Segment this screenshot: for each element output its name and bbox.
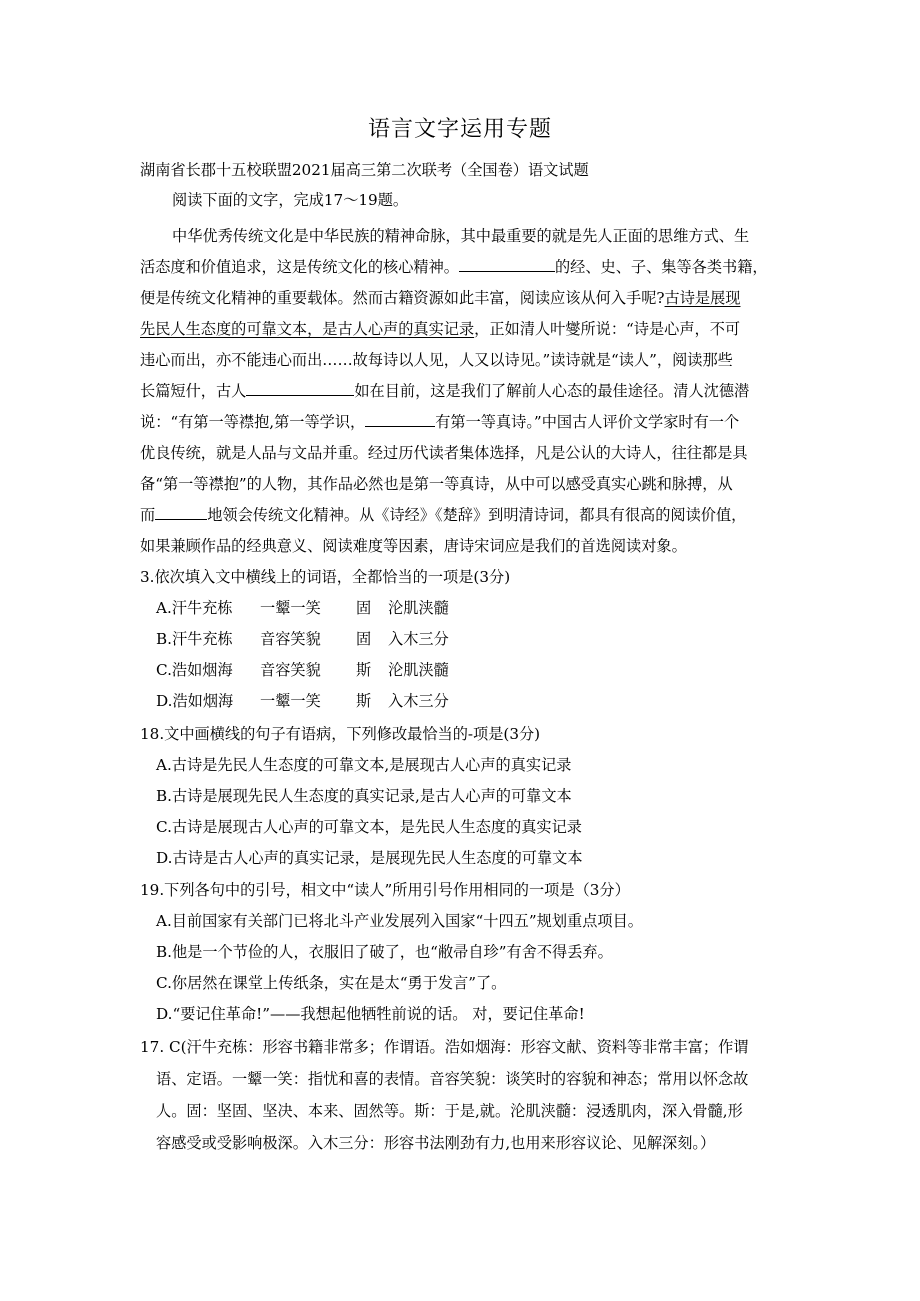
passage-line: 备“第一等襟抱”的人物，其作品必然也是第一等真诗，从中可以感受真实心跳和脉搏，从 xyxy=(140,475,733,493)
answer-line: 容感受或受影响极深。入木三分：形容书法刚劲有力,也用来形容议论、见解深刻。） xyxy=(156,1134,716,1152)
fill-blank-4 xyxy=(155,505,207,520)
answer-line: 语、定语。一颦一笑：指忧和喜的表情。音容笑貌：谈笑时的容貌和神态；常用以怀念故 xyxy=(156,1070,749,1088)
passage-line xyxy=(140,288,790,308)
question-17-option-c: C.浩如烟海 音容笑貌 斯 沦肌浃髓 xyxy=(156,661,449,679)
question-19-option-b: B.他是一个节俭的人，衣服旧了破了，也“敝帚自珍”有舍不得丢弃。 xyxy=(156,943,613,961)
passage-text: 活态度和价值追求，这是传统文化的核心精神。 xyxy=(140,258,459,276)
underlined-sentence: 古诗是展现 xyxy=(664,289,741,307)
passage-line: 中华优秀传统文化是中华民族的精神命脉，其中最重要的就是先人正面的思维方式、生 xyxy=(172,227,750,245)
passage-text: ，正如清人叶燮所说：“诗是心声，不可 xyxy=(474,320,741,338)
question-18-option-d: D.古诗是古人心声的真实记录，是展现先民人生态度的可靠文本 xyxy=(156,849,583,867)
underlined-sentence: 先民人生态度的可靠文本，是古人心声的真实记录 xyxy=(140,320,475,338)
fill-blank-2 xyxy=(246,381,354,396)
passage-text: 有第一等真诗。”中国古人评价文学家时有一个 xyxy=(435,413,740,431)
passage-text: 地领会传统文化精神。从《诗经》《楚辞》到明清诗词，都具有很高的阅读价值， xyxy=(207,506,747,524)
passage-text: 便是传统文化精神的重要载体。然而古籍资源如此丰富，阅读应该从何入手呢? xyxy=(140,289,665,307)
question-17-option-d: D.浩如烟海 一颦一笑 斯 入木三分 xyxy=(156,692,449,710)
question-17-option-b: B.汗牛充栋 音容笑貌 固 入木三分 xyxy=(156,630,449,648)
question-18-option-c: C.古诗是展现古人心声的可靠文本，是先民人生态度的真实记录 xyxy=(156,818,582,836)
passage-line xyxy=(140,257,790,277)
fill-blank-1 xyxy=(459,257,555,272)
question-17-stem: 3.依次填入文中横线上的词语，全都恰当的一项是(3分) xyxy=(140,568,511,586)
passage-text: 而 xyxy=(140,506,156,524)
passage-text: 的经、史、子、集等各类书籍， xyxy=(554,258,768,276)
passage-line: 违心而出，亦不能违心而出……故每诗以人见，人又以诗见。”读诗就是“读人”，阅读那些 xyxy=(140,351,733,369)
answer-line: 人。固：坚固、坚决、本来、固然等。斯：于是,就。沦肌浃髓：浸透肌肉，深入骨髓,形 xyxy=(156,1102,743,1120)
question-19-option-c: C.你居然在课堂上传纸条，实在是太“勇于发言”了。 xyxy=(156,974,507,992)
question-19-stem: 19.下列各句中的引号，相文中“读人”所用引号作用相同的一项是（3分） xyxy=(140,881,630,899)
question-18-option-b: B.古诗是展现先民人生态度的真实记录,是古人心声的可靠文本 xyxy=(156,787,572,805)
passage-line: 如果兼顾作品的经典意义、阅读难度等因素，唐诗宋词应是我们的首选阅读对象。 xyxy=(140,537,687,555)
passage-line: 优良传统，就是人品与文品并重。经过历代读者集体选择，凡是公认的大诗人，往往都是具 xyxy=(140,444,748,462)
source-line: 湖南省长郡十五校联盟2021届高三第二次联考（全国卷）语文试题 xyxy=(140,161,589,179)
passage-line xyxy=(140,505,790,525)
fill-blank-3 xyxy=(365,412,435,427)
passage-line xyxy=(140,381,790,401)
question-19-option-a: A.目前国家有关部门已将北斗产业发展列入国家“十四五”规划重点项目。 xyxy=(156,912,643,930)
question-17-option-a: A.汗牛充栋 一颦一笑 固 沦肌浃髓 xyxy=(156,599,449,617)
passage-text: 说：“有第一等襟抱,第一等学识， xyxy=(140,413,366,431)
question-18-option-a: A.古诗是先民人生态度的可靠文本,是展现古人心声的真实记录 xyxy=(156,756,572,774)
question-19-option-d: D.“要记住革命!”——我想起他牺牲前说的话。 对，要记住革命! xyxy=(156,1005,585,1023)
passage-line xyxy=(140,412,790,432)
answer-line: 17. C(汗牛充栋：形容书籍非常多；作谓语。浩如烟海：形容文献、资料等非常丰富；作谓 xyxy=(140,1038,749,1056)
passage-text: 长篇短什，古人 xyxy=(140,382,247,400)
passage-line xyxy=(140,319,790,339)
page-title: 语言文字运用专题 xyxy=(367,117,552,142)
instruction-line: 阅读下面的文字，完成17～19题。 xyxy=(172,191,409,209)
passage-text: 如在目前，这是我们了解前人心态的最佳途径。清人沈德潜 xyxy=(354,382,750,400)
question-18-stem: 18.文中画横线的句子有语病，下列修改最恰当的-项是(3分) xyxy=(140,725,541,743)
